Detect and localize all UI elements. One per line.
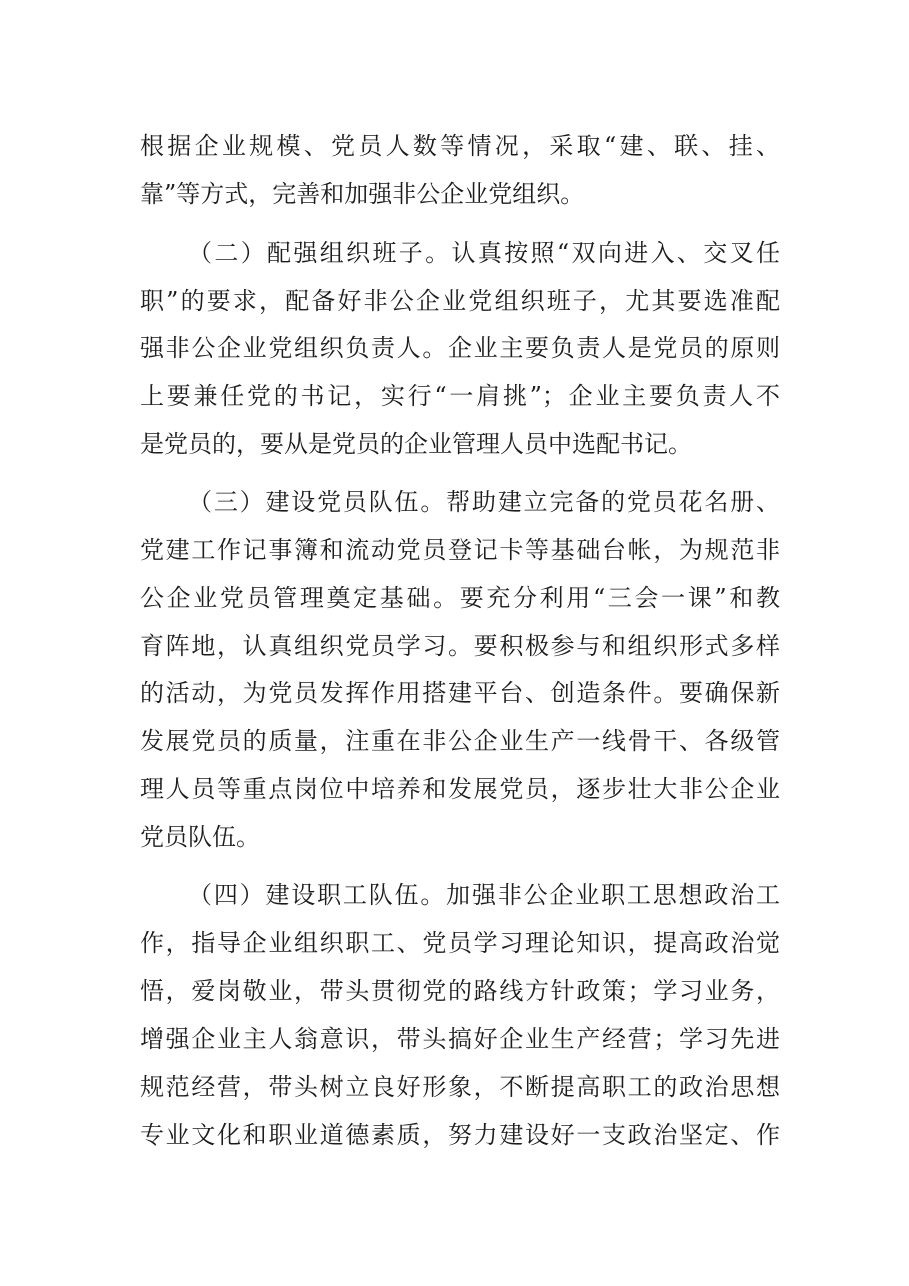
text-line: 党员队伍。 [140,823,260,851]
paragraph-first-line: （二）配强组织班子。认真按照“双向进入、交叉任 [188,239,780,267]
text-line: 作，指导企业组织职工、党员学习理论知识，提高政治觉 [140,929,780,957]
text-line: 的活动，为党员发挥作用搭建平台、创造条件。要确保新 [140,679,780,707]
text-line: 悟，爱岗敬业，带头贯彻党的路线方针政策；学习业务， [140,977,780,1005]
text-line: 是党员的，要从是党员的企业管理人员中选配书记。 [140,430,692,458]
text-line: 专业文化和职业道德素质，努力建设好一支政治坚定、作 [140,1121,780,1149]
text-line: 育阵地，认真组织党员学习。要积极参与和组织形式多样 [140,632,780,660]
text-line: 规范经营，带头树立良好形象，不断提高职工的政治思想 [140,1073,780,1101]
text-line: 强非公企业党组织负责人。企业主要负责人是党员的原则 [140,334,780,362]
paragraph-first-line: （三）建设党员队伍。帮助建立完备的党员花名册、 [188,488,780,516]
text-line: 发展党员的质量，注重在非公企业生产一线骨干、各级管 [140,727,780,755]
text-line: 理人员等重点岗位中培养和发展党员，逐步壮大非公企业 [140,775,780,803]
text-line: 增强企业主人翁意识，带头搞好企业生产经营；学习先进 [140,1025,780,1053]
text-line: 职”的要求，配备好非公企业党组织班子，尤其要选准配 [140,287,780,315]
text-line: 党建工作记事簿和流动党员登记卡等基础台帐，为规范非 [140,536,780,564]
text-line: 上要兼任党的书记，实行“一肩挑”；企业主要负责人不 [140,382,780,410]
paragraph-first-line: （四）建设职工队伍。加强非公企业职工思想政治工 [188,881,780,909]
text-line: 靠”等方式，完善和加强非公企业党组织。 [140,180,585,208]
text-line: 公企业党员管理奠定基础。要充分利用“三会一课”和教 [140,584,780,612]
text-line: 根据企业规模、党员人数等情况，采取“建、联、挂、 [140,132,780,160]
